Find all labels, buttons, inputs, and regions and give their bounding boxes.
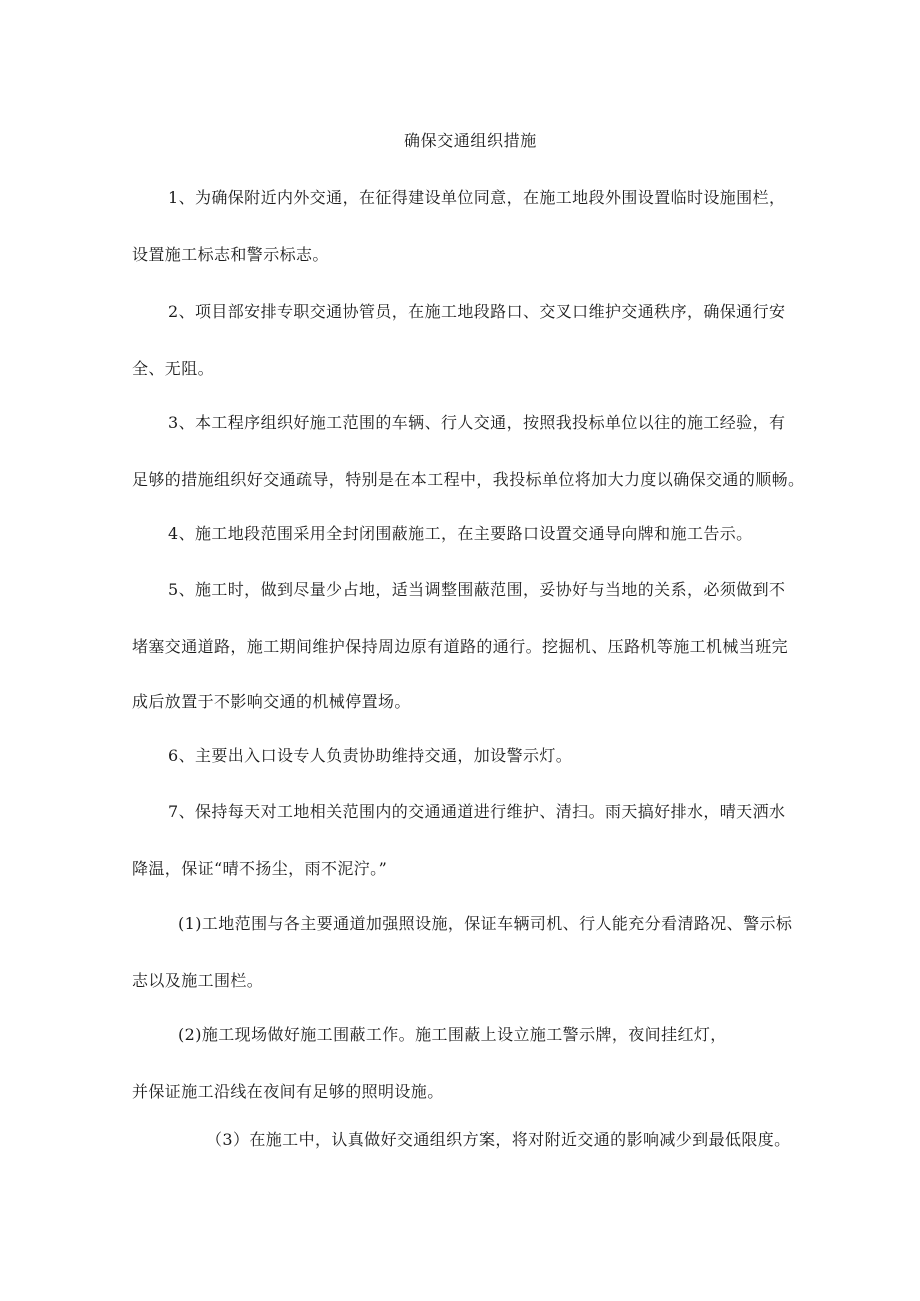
paragraph-3-line-2: 足够的措施组织好交通疏导，特别是在本工程中，我投标单位将加大力度以确保交通的顺畅。 [132,470,805,489]
page-title: 确保交通组织措施 [404,131,537,150]
paragraph-7-line-2: 降温，保证“晴不扬尘，雨不泥泞。” [132,859,388,878]
subitem-1-line-1: (1)工地范围与各主要通道加强照设施，保证车辆司机、行人能充分看清路况、警示标 [178,914,793,933]
paragraph-5-line-3: 成后放置于不影响交通的机械停置场。 [132,692,411,711]
subitem-1-line-2: 志以及施工围栏。 [132,971,264,990]
paragraph-2-line-1: 2、项目部安排专职交通协管员，在施工地段路口、交叉口维护交通秩序，确保通行安 [168,302,786,321]
paragraph-7-line-1: 7、保持每天对工地相关范围内的交通通道进行维护、清扫。雨天搞好排水，晴天洒水 [168,802,786,821]
paragraph-3-line-1: 3、本工程序组织好施工范围的车辆、行人交通，按照我投标单位以往的施工经验，有 [168,413,786,432]
paragraph-1-line-2: 设置施工标志和警示标志。 [132,245,329,264]
paragraph-6-line-1: 6、主要出入口设专人负责协助维持交通，加设警示灯。 [168,746,573,765]
paragraph-5-line-1: 5、施工时，做到尽量少占地，适当调整围蔽范围，妥协好与当地的关系，必须做到不 [168,580,786,599]
paragraph-5-line-2: 堵塞交通道路，施工期间维护保持周边原有道路的通行。挖掘机、压路机等施工机械当班完 [132,637,789,656]
subitem-3-line-1: （3）在施工中，认真做好交通组织方案，将对附近交通的影响减少到最低限度。 [206,1130,791,1149]
paragraph-2-line-2: 全、无阻。 [132,359,215,378]
paragraph-1-line-1: 1、为确保附近内外交通，在征得建设单位同意，在施工地段外围设置临时设施围栏， [168,188,786,207]
paragraph-4-line-1: 4、施工地段范围采用全封闭围蔽施工，在主要路口设置交通导向牌和施工告示。 [168,524,753,543]
subitem-2-line-1: (2)施工现场做好施工围蔽工作。施工围蔽上设立施工警示牌，夜间挂红灯， [178,1025,727,1044]
subitem-2-line-2: 并保证施工沿线在夜间有足够的照明设施。 [132,1082,444,1101]
